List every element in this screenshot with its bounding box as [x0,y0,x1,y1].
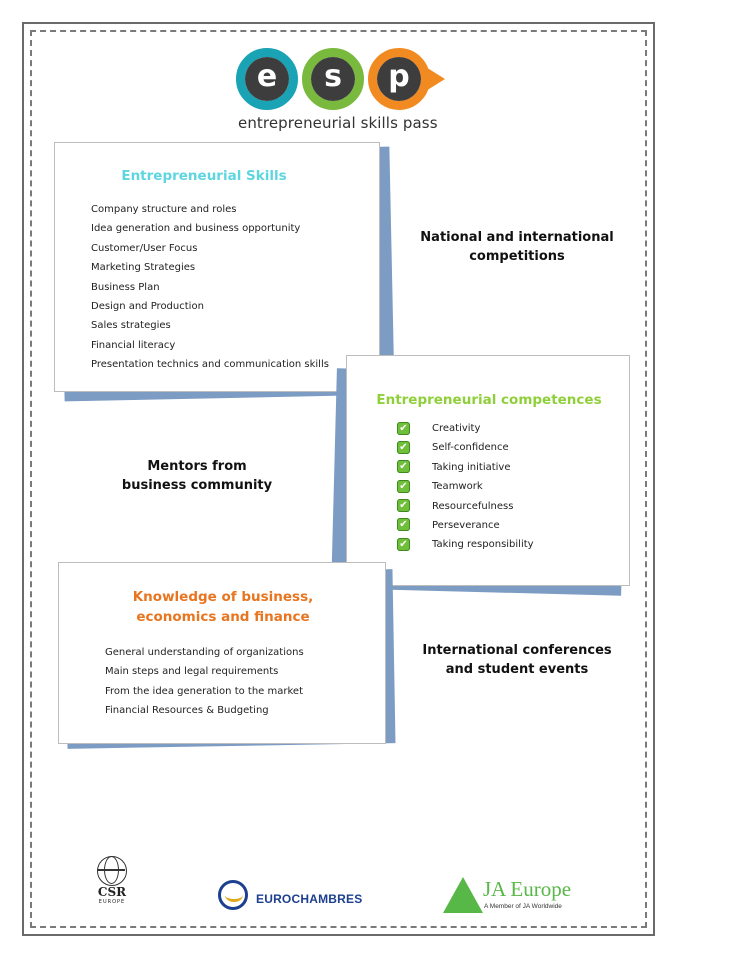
list-item [397,419,534,438]
check-icon: ✔ [397,422,410,435]
eurochambres-swoosh-icon [225,888,243,902]
competences-card-title: Entrepreneurial competences [376,392,602,408]
list-item: Customer/User Focus [91,242,198,254]
logo-tagline: entrepreneurial skills pass [238,114,438,132]
list-item: Marketing Strategies [91,262,196,274]
competence-label: Creativity [432,423,481,434]
csr-europe-logo [84,856,140,910]
check-icon: ✔ [397,441,410,454]
ja-europe-logo [443,877,583,917]
check-icon: ✔ [397,460,410,473]
ja-name: JA Europe [483,877,572,901]
competence-label: Resourcefulness [432,500,514,512]
csr-name: CSR [97,885,127,899]
list-item: Business Plan [91,281,160,293]
mentors-text [92,457,302,495]
csr-sub: EUROPE [98,899,126,905]
list-item [397,516,534,535]
list-item: Presentation technics and communication skills [91,359,329,371]
mentors-line1: Mentors from [147,459,247,474]
esp-logo [236,48,456,114]
list-item: Main steps and legal requirements [105,666,279,678]
globe-icon [97,856,127,886]
competitions-text [412,228,622,266]
logo-circle-s [302,48,364,110]
check-icon: ✔ [397,499,410,512]
competence-label: Self-confidence [432,442,509,454]
competences-card [346,355,630,586]
list-item: Company structure and roles [91,204,237,215]
competence-label: Teamwork [432,481,483,493]
list-item: Sales strategies [91,320,171,332]
list-item [397,458,534,477]
skills-card [54,142,380,392]
list-item [397,535,534,554]
knowledge-title-line1: Knowledge of business, [132,589,314,605]
competitions-line1: National and international [420,230,614,245]
list-item [397,477,534,496]
logo-circle-e [236,48,298,110]
list-item: Financial literacy [91,339,176,351]
skills-list [91,200,329,375]
knowledge-list [105,643,304,721]
knowledge-card [58,562,386,744]
knowledge-title-line2: economics and finance [136,609,310,625]
conferences-line2: and student events [445,662,589,677]
competence-label: Taking responsibility [432,539,534,551]
mentors-line2: business community [121,478,273,493]
logo-circle-p [368,48,430,110]
conferences-line1: International conferences [422,643,612,658]
competences-list [397,419,534,555]
list-item: General understanding of organizations [105,647,304,658]
list-item [397,438,534,457]
ja-triangle-icon [443,877,483,913]
competence-label: Perseverance [432,519,500,531]
competence-label: Taking initiative [432,461,511,473]
list-item: Design and Production [91,300,204,312]
logo-letter-e: e [245,57,289,101]
ja-sub: A Member of JA Worldwide [484,903,562,910]
list-item: Financial Resources & Budgeting [105,705,269,717]
conferences-text [404,641,630,679]
logo-letter-s: s [311,57,355,101]
check-icon: ✔ [397,538,410,551]
list-item: From the idea generation to the market [105,685,303,697]
knowledge-card-title [59,587,387,627]
logo-letter-p: p [377,57,421,101]
list-item [397,497,534,516]
competitions-line2: competitions [469,249,565,264]
list-item: Idea generation and business opportunity [91,223,301,235]
skills-card-title: Entrepreneurial Skills [121,168,287,184]
check-icon: ✔ [397,518,410,531]
check-icon: ✔ [397,480,410,493]
eurochambres-name: EUROCHAMBRES [256,892,363,906]
